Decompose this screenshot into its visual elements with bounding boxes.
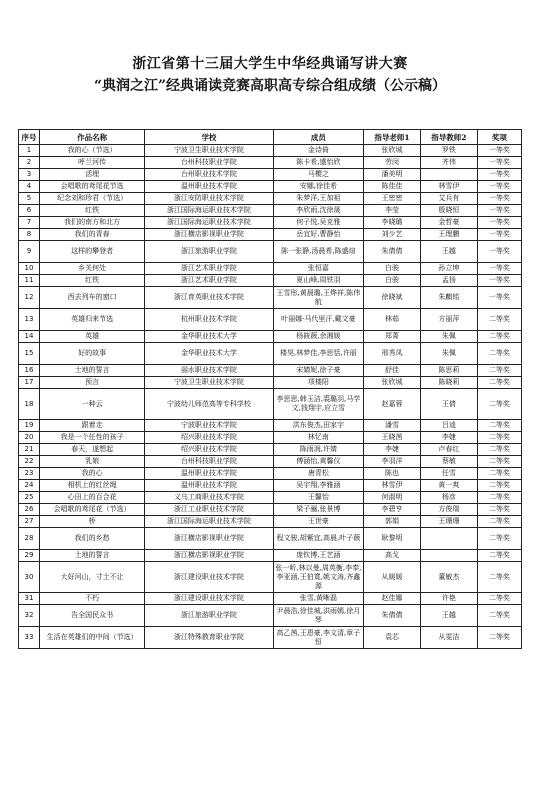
cell-award: 一等奖 (477, 145, 521, 157)
cell-award: 一等奖 (477, 287, 521, 309)
cell-award: 一等奖 (477, 181, 521, 193)
cell-no: 24 (19, 480, 40, 492)
cell-teacher1: 李婕 (364, 444, 421, 456)
table-row (19, 331, 522, 343)
table-row (19, 181, 522, 193)
cell-award: 二等奖 (477, 456, 521, 468)
cell-teacher2: 吕逵 (420, 420, 477, 432)
cell-school: 绍兴职业技术学院 (145, 444, 273, 456)
cell-teacher1: 陈佳佳 (364, 181, 421, 193)
table-row (19, 343, 522, 365)
cell-school: 温州职业技术学院 (145, 480, 273, 492)
cell-members: 项楼阳 (273, 377, 363, 389)
column-header-work: 作品名称 (40, 130, 145, 145)
cell-award: 二等奖 (477, 516, 521, 528)
table-row (19, 241, 522, 263)
cell-work: 跟着走 (40, 420, 145, 432)
cell-work: 英雄 (40, 331, 145, 343)
cell-school: 绍兴职业技术学院 (145, 432, 273, 444)
cell-school: 宁波职业技术学院 (145, 420, 273, 432)
cell-teacher1: 白骏 (364, 263, 421, 275)
column-header-no: 序号 (19, 130, 40, 145)
table-row (19, 145, 522, 157)
cell-no: 10 (19, 263, 40, 275)
cell-award: 二等奖 (477, 343, 521, 365)
cell-members: 唐青松 (273, 468, 363, 480)
cell-teacher2: 董敏杰 (420, 562, 477, 593)
cell-teacher2: 王越 (420, 605, 477, 627)
cell-no: 23 (19, 468, 40, 480)
cell-members: 高乙茜,王恩豪,李文清,章子恒 (273, 627, 363, 649)
cell-teacher1: 李莹 (364, 205, 421, 217)
cell-teacher2 (420, 528, 477, 550)
cell-award: 一等奖 (477, 169, 521, 181)
cell-members: 岳宜好,曹静怡 (273, 229, 363, 241)
cell-award: 二等奖 (477, 480, 521, 492)
cell-teacher2: 卢春红 (420, 444, 477, 456)
cell-award: 二等奖 (477, 562, 521, 593)
cell-work: 乡关何处 (40, 263, 145, 275)
title-line-2: “典润之江”经典诵读竞赛高职高专综合组成绩（公示稿） (93, 78, 447, 94)
cell-work: 红铁 (40, 275, 145, 287)
cell-members: 朱梦洋,王加祖 (273, 193, 363, 205)
column-header-members: 成员 (273, 130, 363, 145)
table-row (19, 550, 522, 562)
cell-no: 9 (19, 241, 40, 263)
title-block (0, 54, 540, 96)
table-row (19, 480, 522, 492)
cell-school: 金华职业技术大学 (145, 343, 273, 365)
cell-no: 25 (19, 492, 40, 504)
cell-members: 夏山峰,周铁羽 (273, 275, 363, 287)
cell-no: 18 (19, 389, 40, 420)
cell-school: 浙江育英职业技术学院 (145, 287, 273, 309)
cell-members: 陈一张静,汤晨希,陈盛煊 (273, 241, 363, 263)
cell-award: 二等奖 (477, 420, 521, 432)
cell-teacher2: 蔡敏 (420, 456, 477, 468)
cell-teacher1: 潘美明 (364, 169, 421, 181)
table-row (19, 492, 522, 504)
cell-teacher2: 齐伟 (420, 157, 477, 169)
table-row (19, 468, 522, 480)
table-row (19, 504, 522, 516)
cell-members: 金诗倚 (273, 145, 363, 157)
table-row (19, 389, 522, 420)
cell-members: 楼昊,林梦佳,李思恬,许丽 (273, 343, 363, 365)
cell-school: 浙江建设职业技术学院 (145, 562, 273, 593)
cell-award: 二等奖 (477, 593, 521, 605)
cell-no: 27 (19, 516, 40, 528)
cell-no: 32 (19, 605, 40, 627)
cell-school: 浙江安防职业技术学院 (145, 193, 273, 205)
cell-no: 8 (19, 229, 40, 241)
cell-work: 活埋 (40, 169, 145, 181)
cell-members: 梁子骊,张景博 (273, 504, 363, 516)
cell-members: 张雪,黄晰磊 (273, 593, 363, 605)
cell-no: 6 (19, 205, 40, 217)
cell-teacher2: 林雪伊 (420, 181, 477, 193)
cell-work: 不朽 (40, 593, 145, 605)
cell-school: 浙江国际海运职业技术学院 (145, 516, 273, 528)
table-row (19, 217, 522, 229)
cell-teacher1: 赵佳娜 (364, 593, 421, 605)
cell-no: 29 (19, 550, 40, 562)
cell-work: 红铁 (40, 205, 145, 217)
cell-teacher2: 朱佩 (420, 343, 477, 365)
cell-teacher1: 陈也 (364, 468, 421, 480)
table-row (19, 263, 522, 275)
column-header-award: 奖项 (477, 130, 521, 145)
table-row (19, 432, 522, 444)
cell-award: 一等奖 (477, 157, 521, 169)
cell-award: 二等奖 (477, 627, 521, 649)
cell-no: 17 (19, 377, 40, 389)
cell-no: 2 (19, 157, 40, 169)
table-row (19, 377, 522, 389)
table-row (19, 229, 522, 241)
cell-teacher2: 王倩 (420, 389, 477, 420)
cell-teacher1: 王密密 (364, 193, 421, 205)
table-header-row (19, 130, 522, 145)
cell-teacher1: 舒佳 (364, 365, 421, 377)
cell-no: 19 (19, 420, 40, 432)
cell-teacher1: 李碧亨 (364, 504, 421, 516)
cell-teacher1: 赵嘉蓉 (364, 389, 421, 420)
cell-teacher2: 王越 (420, 241, 477, 263)
table-row (19, 287, 522, 309)
cell-work: 会唱歌的鸢尾花节选 (40, 181, 145, 193)
cell-teacher1: 刘少艺 (364, 229, 421, 241)
cell-teacher2: 王理鹏 (420, 229, 477, 241)
table-row (19, 593, 522, 605)
cell-teacher1: 潘雪 (364, 420, 421, 432)
cell-no: 7 (19, 217, 40, 229)
cell-no: 28 (19, 528, 40, 550)
cell-work: 心田上的百合花 (40, 492, 145, 504)
cell-school: 浙江国际海运职业技术学院 (145, 217, 273, 229)
cell-award: 一等奖 (477, 193, 521, 205)
cell-members: 陈雨润,许婧 (273, 444, 363, 456)
cell-school: 丽水职业技术学院 (145, 365, 273, 377)
cell-work: 一种云 (40, 389, 145, 420)
cell-work: 好的故事 (40, 343, 145, 365)
cell-members: 张一昕,林以曼,周英衡,李奉,李亚涵,王伯寬,姚文涛,齐鑫源 (273, 562, 363, 593)
cell-teacher1: 从媛媛 (364, 562, 421, 593)
cell-members: 王雪彤,黄晨璐,王烨祥,陈伟航 (273, 287, 363, 309)
table-row (19, 157, 522, 169)
cell-school: 浙江横店影视职业学院 (145, 550, 273, 562)
cell-school: 台州职业技术学院 (145, 169, 273, 181)
column-header-teacher2: 指导教师2 (420, 130, 477, 145)
cell-school: 浙江国际海运职业技术学院 (145, 205, 273, 217)
cell-work: 乳娘 (40, 456, 145, 468)
table-row (19, 528, 522, 550)
cell-no: 26 (19, 504, 40, 516)
table-row (19, 627, 522, 649)
cell-work: 会唱歌的鸢尾花（节选） (40, 504, 145, 516)
cell-award: 二等奖 (477, 365, 521, 377)
cell-members: 吴宇翔,李雅涵 (273, 480, 363, 492)
cell-teacher2: 许艳 (420, 593, 477, 605)
cell-work: 这样的攀登者 (40, 241, 145, 263)
cell-teacher2: 任雪 (420, 468, 477, 480)
cell-award: 二等奖 (477, 432, 521, 444)
cell-teacher1: 张欣城 (364, 145, 421, 157)
column-header-school: 学校 (145, 130, 273, 145)
cell-teacher1: 郑菁 (364, 331, 421, 343)
cell-school: 温州职业技术学院 (145, 181, 273, 193)
cell-no: 12 (19, 287, 40, 309)
cell-school: 台州科技职业学院 (145, 157, 273, 169)
cell-no: 11 (19, 275, 40, 287)
cell-work: 我们的乡愁 (40, 528, 145, 550)
cell-award: 二等奖 (477, 605, 521, 627)
cell-work: 我的心（节选） (40, 145, 145, 157)
cell-teacher1: 朱倩倩 (364, 241, 421, 263)
table-row (19, 562, 522, 593)
cell-teacher2 (420, 550, 477, 562)
cell-members: 洪东俊杰,田家宇 (273, 420, 363, 432)
cell-work: 预言 (40, 377, 145, 389)
column-header-teacher1: 指导老师1 (364, 130, 421, 145)
cell-teacher2: 殷晓恒 (420, 205, 477, 217)
cell-members: 陈卡希,盛怡欣 (273, 157, 363, 169)
cell-teacher2: 金哲豪 (420, 217, 477, 229)
cell-members: 何子悦,吴克雅 (273, 217, 363, 229)
cell-school: 金华职业技术大学 (145, 331, 273, 343)
cell-school: 浙江艺术职业学院 (145, 263, 273, 275)
cell-teacher1: 白骏 (364, 275, 421, 287)
cell-school: 浙江工业职业技术学院 (145, 504, 273, 516)
cell-members: 杨筱薇,余湘媛 (273, 331, 363, 343)
cell-work: 我们的青春 (40, 229, 145, 241)
cell-teacher1: 李羽洋 (364, 456, 421, 468)
cell-award: 一等奖 (477, 229, 521, 241)
cell-award: 一等奖 (477, 263, 521, 275)
cell-members: 王世豪 (273, 516, 363, 528)
cell-teacher2: 罗铁 (420, 145, 477, 157)
cell-teacher2: 方俊瑞 (420, 504, 477, 516)
cell-members: 程文骏,胡紫宜,高晨,叶子薇 (273, 528, 363, 550)
table-row (19, 516, 522, 528)
table-row (19, 605, 522, 627)
table-row (19, 205, 522, 217)
cell-school: 台州科技职业学院 (145, 456, 273, 468)
cell-award: 一等奖 (477, 205, 521, 217)
cell-award: 二等奖 (477, 504, 521, 516)
cell-teacher2: 黄一爽 (420, 480, 477, 492)
cell-teacher2 (420, 169, 477, 181)
table-row (19, 275, 522, 287)
cell-members: 林忆南 (273, 432, 363, 444)
cell-teacher2: 方丽萍 (420, 309, 477, 331)
cell-work: 英雄归来节选 (40, 309, 145, 331)
cell-award: 二等奖 (477, 389, 521, 420)
cell-no: 16 (19, 365, 40, 377)
cell-work: 相机上的红丝绳 (40, 480, 145, 492)
cell-members: 宋婧妮,徐子豪 (273, 365, 363, 377)
table-row (19, 444, 522, 456)
cell-work: 呼兰河传 (40, 157, 145, 169)
cell-teacher1: 劳闵 (364, 157, 421, 169)
cell-teacher1: 郭娟 (364, 516, 421, 528)
cell-work: 春天，遂想起 (40, 444, 145, 456)
cell-work: 土地的誓言 (40, 550, 145, 562)
cell-members: 傅涵怡,黄馨仪 (273, 456, 363, 468)
cell-work: 生活在英雄们的中间（节选） (40, 627, 145, 649)
cell-work: 我的心 (40, 468, 145, 480)
cell-members: 安娜,徐佳希 (273, 181, 363, 193)
cell-teacher2: 孟扬 (420, 275, 477, 287)
cell-no: 15 (19, 343, 40, 365)
cell-members: 马樱之 (273, 169, 363, 181)
cell-members: 尹晨浩,徐佳城,洪雨嫣,徐月琴 (273, 605, 363, 627)
results-table (18, 129, 522, 649)
cell-work: 土地的誓言 (40, 365, 145, 377)
cell-award: 一等奖 (477, 275, 521, 287)
cell-school: 浙江特殊教育职业学院 (145, 627, 273, 649)
cell-work: 桥 (40, 516, 145, 528)
cell-members: 王馨怡 (273, 492, 363, 504)
cell-teacher2: 陈晓莉 (420, 377, 477, 389)
cell-members: 叶丽娜·马代里汗,戴文豪 (273, 309, 363, 331)
cell-award: 二等奖 (477, 331, 521, 343)
cell-teacher1: 林雪伊 (364, 480, 421, 492)
cell-teacher2: 陈思莉 (420, 365, 477, 377)
cell-teacher1: 林茹 (364, 309, 421, 331)
cell-no: 1 (19, 145, 40, 157)
cell-award: 二等奖 (477, 309, 521, 331)
cell-school: 浙江横店影视职业学院 (145, 528, 273, 550)
cell-no: 20 (19, 432, 40, 444)
cell-work: 大好河山，寸土不让 (40, 562, 145, 593)
table-row (19, 193, 522, 205)
cell-school: 浙江横店影视职业学院 (145, 229, 273, 241)
cell-no: 3 (19, 169, 40, 181)
cell-members: 李思思,韩玉洁,裘璐羽,马学文,钱翔宇,应立雪 (273, 389, 363, 420)
cell-teacher2: 朱佩 (420, 331, 477, 343)
cell-members: 庞钦博,王艺涵 (273, 550, 363, 562)
cell-school: 浙江建设职业技术学院 (145, 593, 273, 605)
cell-work: 告全国民众书 (40, 605, 145, 627)
cell-work: 西去列车的窗口 (40, 287, 145, 309)
table-row (19, 309, 522, 331)
cell-award: 二等奖 (477, 528, 521, 550)
table-row (19, 365, 522, 377)
table-row (19, 456, 522, 468)
cell-no: 31 (19, 593, 40, 605)
cell-school: 浙江艺术职业学院 (145, 275, 273, 287)
cell-no: 21 (19, 444, 40, 456)
cell-award: 二等奖 (477, 550, 521, 562)
cell-teacher2: 艾兵有 (420, 193, 477, 205)
cell-teacher1: 王晓茜 (364, 432, 421, 444)
cell-teacher1: 高戈 (364, 550, 421, 562)
cell-teacher1: 袁芯 (364, 627, 421, 649)
cell-members: 李欣雨,沈徐晟 (273, 205, 363, 217)
table-body (19, 145, 522, 649)
cell-teacher2: 朱麒铭 (420, 287, 477, 309)
cell-no: 14 (19, 331, 40, 343)
cell-teacher1: 朱倩倩 (364, 605, 421, 627)
cell-no: 13 (19, 309, 40, 331)
cell-teacher2: 王珊珊 (420, 516, 477, 528)
cell-school: 杭州职业技术学院 (145, 309, 273, 331)
cell-no: 5 (19, 193, 40, 205)
cell-school: 宁波卫生职业技术学院 (145, 377, 273, 389)
cell-award: 二等奖 (477, 377, 521, 389)
table-row (19, 420, 522, 432)
cell-school: 浙江旅游职业学院 (145, 605, 273, 627)
cell-school: 浙江旅游职业学院 (145, 241, 273, 263)
cell-work: 纪念刘和珍君（节选） (40, 193, 145, 205)
cell-teacher2: 从雯洁 (420, 627, 477, 649)
cell-teacher1: 邢秀凤 (364, 343, 421, 365)
table-row (19, 169, 522, 181)
cell-school: 义乌工商职业技术学院 (145, 492, 273, 504)
cell-teacher1: 何淑明 (364, 492, 421, 504)
cell-work: 我是一个任性的孩子 (40, 432, 145, 444)
cell-teacher1: 徐晓斌 (364, 287, 421, 309)
cell-award: 二等奖 (477, 492, 521, 504)
cell-work: 我们的南方和北方 (40, 217, 145, 229)
cell-school: 温州职业技术学院 (145, 468, 273, 480)
cell-no: 33 (19, 627, 40, 649)
cell-award: 二等奖 (477, 444, 521, 456)
cell-teacher1: 张欣城 (364, 377, 421, 389)
cell-teacher2: 杨彦 (420, 492, 477, 504)
title-line-1: 浙江省第十三届大学生中华经典诵写讲大赛 (132, 56, 408, 72)
cell-school: 宁波幼儿师范高等专科学校 (145, 389, 273, 420)
cell-award: 一等奖 (477, 217, 521, 229)
cell-teacher1: 李晓璐 (364, 217, 421, 229)
cell-award: 一等奖 (477, 241, 521, 263)
cell-teacher1: 耿黎明 (364, 528, 421, 550)
cell-no: 4 (19, 181, 40, 193)
cell-school: 宁波卫生职业技术学院 (145, 145, 273, 157)
cell-members: 张恒嘉 (273, 263, 363, 275)
cell-teacher2: 孙立坤 (420, 263, 477, 275)
cell-award: 二等奖 (477, 468, 521, 480)
cell-no: 30 (19, 562, 40, 593)
cell-teacher2: 李婕 (420, 432, 477, 444)
cell-no: 22 (19, 456, 40, 468)
